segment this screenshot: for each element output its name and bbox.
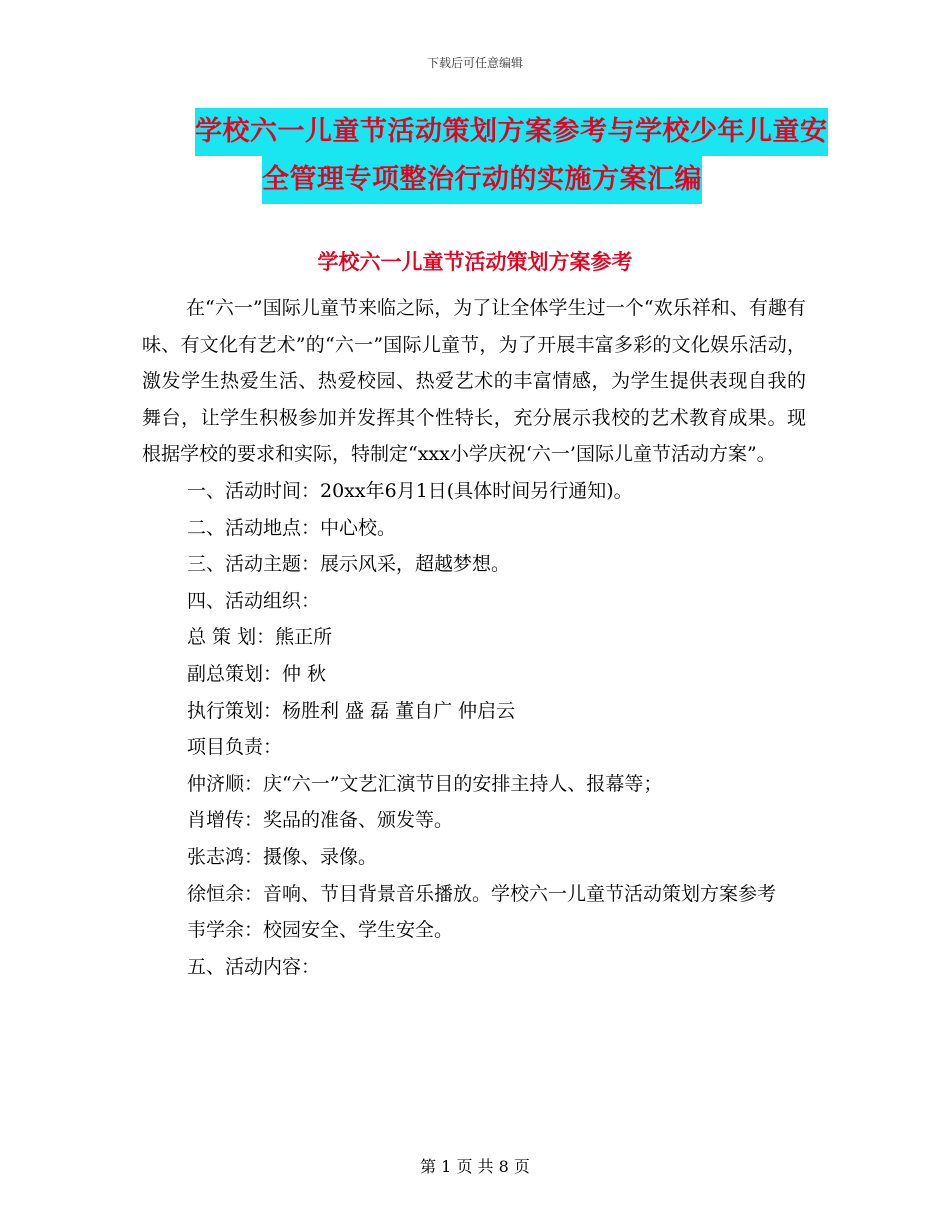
section-title: 学校六一儿童节活动策划方案参考 bbox=[317, 250, 633, 274]
list-item: 五、活动内容： bbox=[187, 955, 321, 978]
page-footer: 第 1 页 共 8 页 bbox=[420, 1157, 530, 1176]
list-item: 韦学余：校园安全、学生安全。 bbox=[187, 919, 454, 942]
list-item: 徐恒余：音响、节目背景音乐播放。学校六一儿童节活动策划方案参考 bbox=[187, 882, 777, 905]
list-item: 三、活动主题：展示风采，超越梦想。 bbox=[187, 553, 511, 576]
document-title bbox=[140, 108, 828, 204]
intro-paragraph: 在“六一”国际儿童节来临之际，为了让全体学生过一个“欢乐祥和、有趣有味、有文化有艺术”的“六一”国际儿童节，为了开展丰富多彩的文化娱乐活动，激发学生热爱生活、热爱校园、热爱艺术的丰富情感，为学生提供表现自我的舞台，让学生积极参加并发挥其个性特长，充分展示我校的艺术教育成果。现根据学校的要求和实际，特制定“xxx小学庆祝‘六一’国际儿童节活动方案”。 bbox=[142, 297, 806, 466]
list-item: 总 策 划：熊正所 bbox=[187, 626, 333, 649]
list-item: 一、活动时间：20xx年6月1日(具体时间另行通知)。 bbox=[187, 479, 633, 502]
list-item: 项目负责： bbox=[187, 736, 283, 759]
list-item: 仲济顺：庆“六一”文艺汇演节目的安排主持人、报幕等； bbox=[187, 772, 663, 795]
list-item: 副总策划：仲 秋 bbox=[187, 662, 327, 685]
title-line-2: 全管理专项整治行动的实施方案汇编 bbox=[262, 156, 702, 204]
list-item: 二、活动地点：中心校。 bbox=[187, 516, 397, 539]
list-item: 张志鸿：摄像、录像。 bbox=[187, 845, 378, 868]
header-note: 下载后可任意编辑 bbox=[426, 56, 523, 70]
list-item: 四、活动组织： bbox=[187, 589, 321, 612]
list-item: 执行策划：杨胜利 盛 磊 董自广 仲启云 bbox=[187, 699, 516, 722]
list-item: 肖增传：奖品的准备、颁发等。 bbox=[187, 809, 454, 832]
document-body bbox=[142, 290, 806, 985]
title-line-1: 学校六一儿童节活动策划方案参考与学校少年儿童安 bbox=[195, 108, 828, 156]
